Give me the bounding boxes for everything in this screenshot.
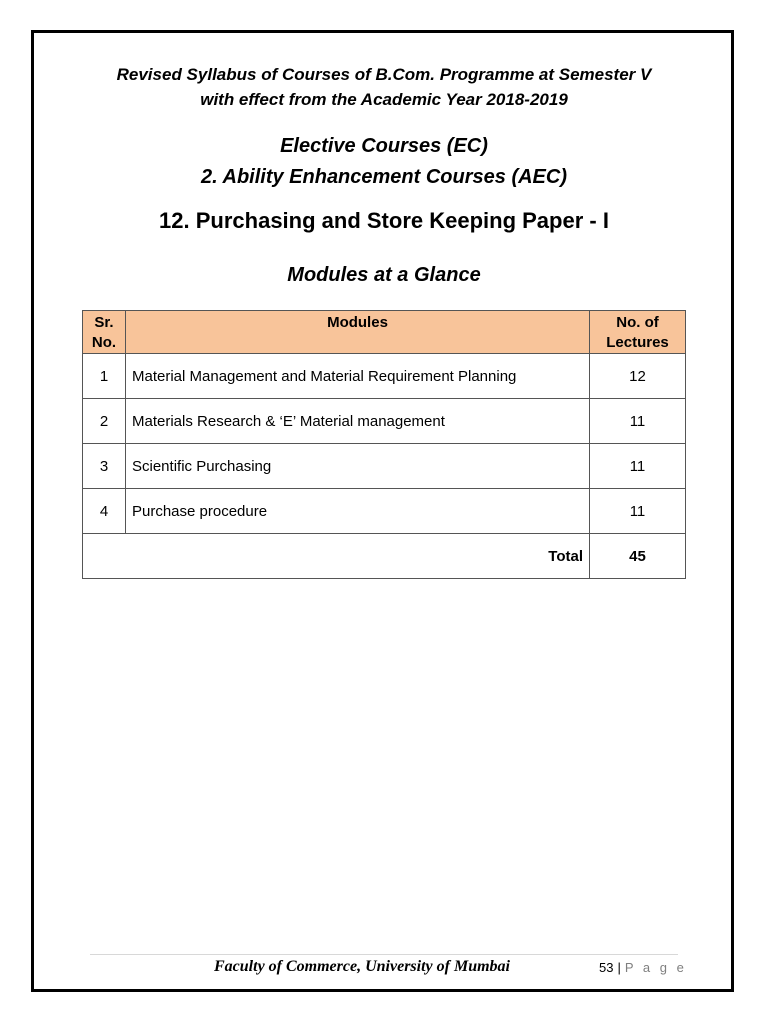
total-value: 45 [590,534,686,579]
header-modules: Modules [126,311,590,354]
header-sr-line1: Sr. [94,314,114,331]
row-module: Purchase procedure [126,489,590,534]
page-label: P a g e [624,960,687,975]
row-sr-no: 1 [83,354,126,399]
row-lectures: 11 [590,444,686,489]
header-sr-line2: No. [91,334,117,351]
syllabus-effect-year: with effect from the Academic Year 2018-2019 [200,90,568,109]
section-heading: Modules at a Glance [287,264,481,286]
page-title: 12. Purchasing and Store Keeping Paper - I [159,208,609,233]
page-separator: | [617,960,621,975]
header-lectures-line1: No. of [616,314,659,331]
header-lectures [590,311,686,354]
modules-table [82,310,686,579]
header-sr-no [83,311,126,354]
course-subcategory: 2. Ability Enhancement Courses (AEC) [201,166,567,188]
page-number-block [599,960,687,975]
table-row [83,444,686,489]
row-lectures: 12 [590,354,686,399]
row-module: Scientific Purchasing [126,444,590,489]
header-lectures-line2: Lectures [606,334,669,351]
footer-text: Faculty of Commerce, University of Mumbai [214,958,510,975]
table-row [83,399,686,444]
table-row [83,489,686,534]
row-lectures: 11 [590,489,686,534]
row-sr-no: 3 [83,444,126,489]
syllabus-title: Revised Syllabus of Courses of B.Com. Programme at Semester V [116,65,652,84]
page-number: 53 [599,960,614,975]
row-sr-no: 4 [83,489,126,534]
table-header-row [83,311,686,354]
row-module: Materials Research & ‘E’ Material management [126,399,590,444]
course-category: Elective Courses (EC) [280,135,488,157]
row-module: Material Management and Material Requirement Planning [126,354,590,399]
row-lectures: 11 [590,399,686,444]
row-sr-no: 2 [83,399,126,444]
table-total-row [83,534,686,579]
table-row [83,354,686,399]
total-label: Total [83,534,590,579]
footer-divider [90,954,678,955]
